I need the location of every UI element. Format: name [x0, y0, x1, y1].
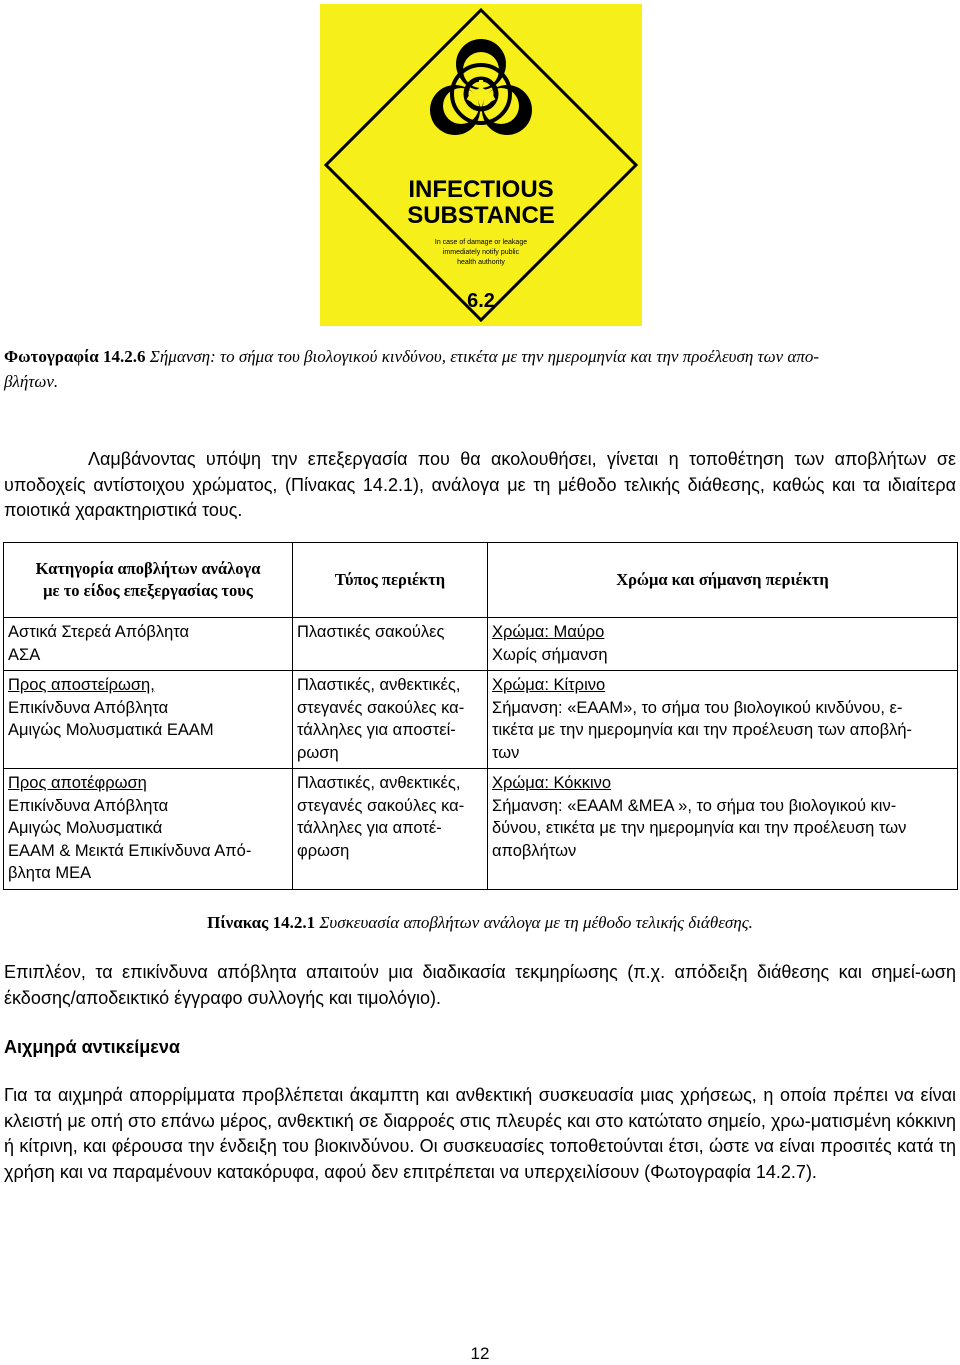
label-small-line2: immediately notify public — [442, 249, 520, 256]
row-color: Χρώμα: Κόκκινο — [492, 774, 612, 792]
paragraph-2: Επιπλέον, τα επικίνδυνα απόβλητα απαιτούν μια διαδικασία τεκμηρίωσης (π.χ. απόδειξη διάθεσης και σημεί-ωση έκδοσης/αποδεικτικό έγγραφο συλλογής και τιμολόγιο). — [4, 962, 956, 1008]
label-small-line1: In case of damage or leakage — [434, 239, 528, 246]
row-color: Χρώμα: Κίτρινο — [492, 676, 606, 694]
table-caption — [0, 913, 960, 933]
row-container: Πλαστικές σακούλες — [293, 618, 488, 671]
packaging-table — [3, 542, 958, 890]
row-color-marking: Χρώμα: Κόκκινο Σήμανση: «ΕΑΑΜ &ΜΕΑ », το σήμα του βιολογικού κιν- δύνου, ετικέτα με την ημερομηνία και την προέλευση των αποβλήτων — [488, 769, 958, 890]
label-line1: INFECTIOUS — [408, 176, 554, 203]
table-header-row — [4, 543, 958, 618]
row-container: Πλαστικές, ανθεκτικές, στεγανές σακούλες κα- τάλληλες για αποστεί- ρωση — [293, 671, 488, 769]
table-row — [4, 769, 958, 890]
photo-caption — [4, 344, 954, 394]
table-caption-text: Συσκευασία αποβλήτων ανάλογα με τη μέθοδο τελικής διάθεσης. — [315, 913, 753, 932]
page-number: 12 — [470, 1344, 490, 1363]
label-small-line3: health authority — [457, 259, 505, 266]
row-color-marking: Χρώμα: Κίτρινο Σήμανση: «ΕΑΑΜ», το σήμα του βιολογικού κινδύνου, ε- τικέτα με την ημερομηνία και την προέλευση των αποβλή- των — [488, 671, 958, 769]
paragraph-3: Για τα αιχμηρά απορρίμματα προβλέπεται άκαμπτη και ανθεκτική συσκευασία μιας χρήσεως, η οποία πρέπει να είναι κλειστή με οπή στο επάνω μέρος, ανθεκτική σε διαρροές στις πλευρές και στο κατώτατο σημείο, χρω-ματισμένη κόκκινη ή κίτρινη, και φέρουσα την ένδειξη του βιοκινδύνου. Οι συσκευασίες τοποθετούνται έτσι, ώστε να είναι προσιτές κατά τη χρήση και να παραμένουν κατακόρυφα, αφού δεν επιτρέπεται να υπερχειλίσουν (Φωτογραφία 14.2.7). — [4, 1085, 956, 1182]
section-heading: Αιχμηρά αντικείμενα — [4, 1037, 180, 1057]
header-color: Χρώμα και σήμανση περιέκτη — [488, 543, 958, 618]
header-container: Τύπος περιέκτη — [293, 543, 488, 618]
infectious-substance-label — [320, 4, 642, 326]
paragraph-1 — [4, 447, 956, 524]
photo-caption-number: Φωτογραφία 14.2.6 — [4, 347, 146, 366]
header-category: Κατηγορία αποβλήτων ανάλογα με το είδος επεξεργασίας τους — [4, 543, 293, 618]
row-color-marking: Χρώμα: Μαύρο Χωρίς σήμανση — [488, 618, 958, 671]
row-category: Προς αποστείρωση, Επικίνδυνα Απόβλητα Αμιγώς Μολυσματικά ΕΑΑΜ — [4, 671, 293, 769]
photo-caption-text: Σήμανση: το σήμα του βιολογικού κινδύνου, ετικέτα με την ημερομηνία και την προέλευση των απο- — [149, 347, 820, 366]
table-caption-number: Πίνακας 14.2.1 — [207, 913, 316, 932]
label-graphic — [320, 4, 642, 326]
table-row — [4, 618, 958, 671]
row-color: Χρώμα: Μαύρο — [492, 623, 605, 641]
row-container: Πλαστικές, ανθεκτικές, στεγανές σακούλες κα- τάλληλες για αποτέ- φρωση — [293, 769, 488, 890]
paragraph-1-text: Λαμβάνοντας υπόψη την επεξεργασία που θα ακολουθήσει, γίνεται η τοποθέτηση των αποβλήτων σε υποδοχείς αντίστοιχου χρώματος, (Πίνακας 14.2.1), ανάλογα με τη μέθοδο τελικής διάθεσης, καθώς και τα ιδιαίτερα ποιοτικά χαρακτηριστικά τους. — [4, 449, 956, 520]
label-class-number: 6.2 — [467, 290, 495, 312]
row-category: Αστικά Στερεά Απόβλητα ΑΣΑ — [4, 618, 293, 671]
label-line2: SUBSTANCE — [407, 202, 555, 229]
row-category: Προς αποτέφρωση Επικίνδυνα Απόβλητα Αμιγώς Μολυσματικά ΕΑΑΜ & Μεικτά Επικίνδυνα Από- βλητα ΜΕΑ — [4, 769, 293, 890]
photo-caption-text-cont: βλήτων. — [4, 372, 59, 391]
table-row — [4, 671, 958, 769]
